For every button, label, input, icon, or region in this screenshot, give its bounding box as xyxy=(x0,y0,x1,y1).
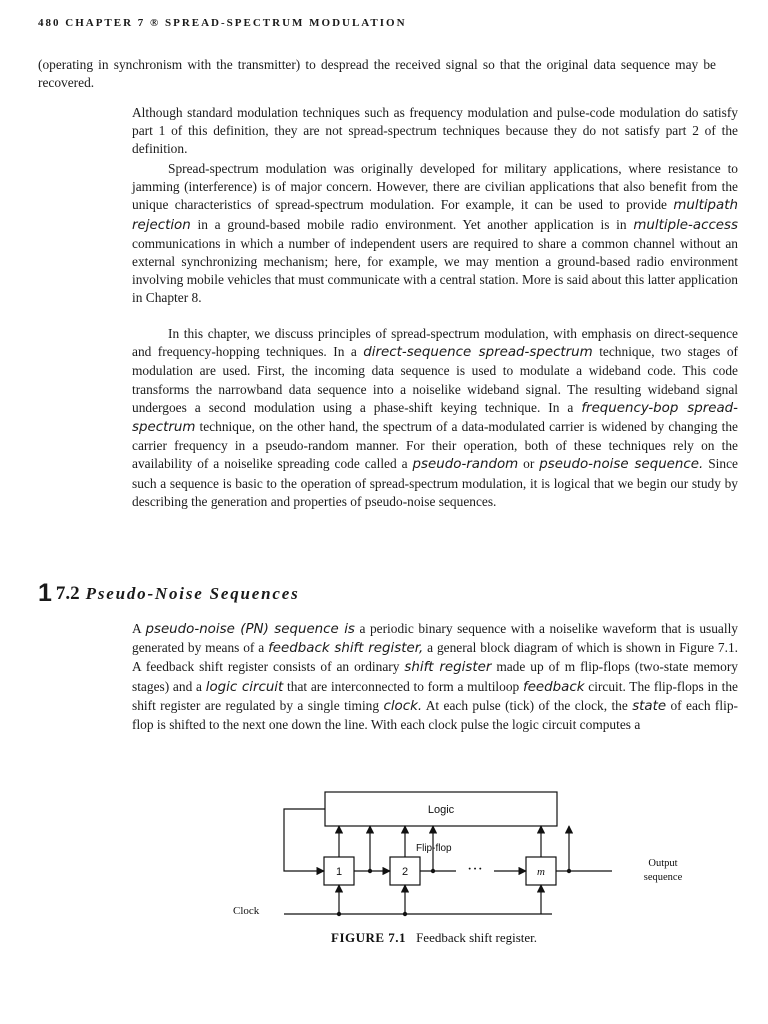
junction-dot xyxy=(431,869,435,873)
section-number: 1 xyxy=(38,579,52,607)
figure-caption-text: Feedback shift register. xyxy=(416,930,537,945)
junction-dot xyxy=(368,869,372,873)
paragraph-lead: (operating in synchronism with the transmitter) to despread the received signal so that the original data sequence may be recovered. xyxy=(38,57,716,91)
figure-feedback-shift-register xyxy=(220,784,700,954)
output-label-2: sequence xyxy=(643,872,683,883)
clock-label: Clock xyxy=(233,905,260,917)
stage-m-label: m xyxy=(537,866,545,878)
paragraph-definition-note: Although standard modulation techniques such as frequency modulation and pulse-code modulation do satisfy part 1 of this definition, they are not spread-spectrum techniques because they do not satisfy part 2 of the definition. xyxy=(132,105,738,157)
figure-caption-label: FIGURE 7.1 xyxy=(331,930,407,945)
flipflop-label: Flip-flop xyxy=(416,843,452,854)
section-heading xyxy=(38,579,300,608)
section-title: Pseudo-Noise Sequences xyxy=(85,584,300,603)
stage-ellipsis: ··· xyxy=(467,861,483,878)
feedback-loop-line xyxy=(284,809,325,871)
running-head: 480 CHAPTER 7 ® SPREAD-SPECTRUM MODULATION xyxy=(38,17,407,29)
paragraph-pn-sequence: A pseudo-noise (PN) sequence is a periodic binary sequence with a noiselike waveform that is usually generated by means of a feedback shift register, a general block diagram of which is shown in Figure 7.1. A feedback shift register consists of an ordinary shift register made up of m flip-flops (two-state memory stages) and a logic circuit that are interconnected to form a multiloop feedback circuit. The flip-flops in the shift register are regulated by a single timing clock. At each pulse (tick) of the clock, the state of each flip-flop is shifted to the next one down the line. With each clock pulse the logic circuit computes a xyxy=(132,621,739,733)
stage-2-label: 2 xyxy=(401,866,409,878)
figure-caption xyxy=(331,930,537,945)
paragraph-applications: Spread-spectrum modulation was originally developed for military applications, where resistance to jamming (interference) is of major concern. However, there are civilian applications that also benefit from the unique characteristics of spread-spectrum modulation. For example, it can be used to provide multipath rejection in a ground-based mobile radio environment. Yet another application is in multiple-access communications in which a number of independent users are required to share a common channel without an external synchronizing mechanism; here, for example, we may mention a ground-based radio environment involving mobile vehicles that must communicate with a central station. More is said about this latter application in Chapter 8. xyxy=(132,161,738,306)
output-label-1: Output xyxy=(648,858,678,869)
logic-label: Logic xyxy=(427,804,455,816)
section-subnumber: 7.2 xyxy=(55,583,80,604)
paragraph-chapter-overview: In this chapter, we discuss principles of spread-spectrum modulation, with emphasis on direct-sequence and frequency-hopping techniques. In a direct-sequence spread-spectrum technique, two stages of modulation are used. First, the incoming data sequence is used to modulate a wideband code. This code transforms the narrowband data sequence into a noiselike wideband signal. The resulting wideband signal undergoes a second modulation using a phase-shift keying technique. In a frequency-bop spread-spectrum technique, on the other hand, the spectrum of a data-modulated carrier is widened by changing the carrier frequency in a pseudo-random manner. For their operation, both of these techniques rely on the availability of a noiselike spreading code called a pseudo-random or pseudo-noise sequence. Since such a sequence is basic to the operation of spread-spectrum modulation, it is logical that we begin our study by describing the generation and properties of pseudo-noise sequences. xyxy=(132,326,738,509)
junction-dot xyxy=(403,912,407,916)
stage-1-label: 1 xyxy=(335,866,343,878)
junction-dot xyxy=(337,912,341,916)
junction-dot xyxy=(567,869,571,873)
